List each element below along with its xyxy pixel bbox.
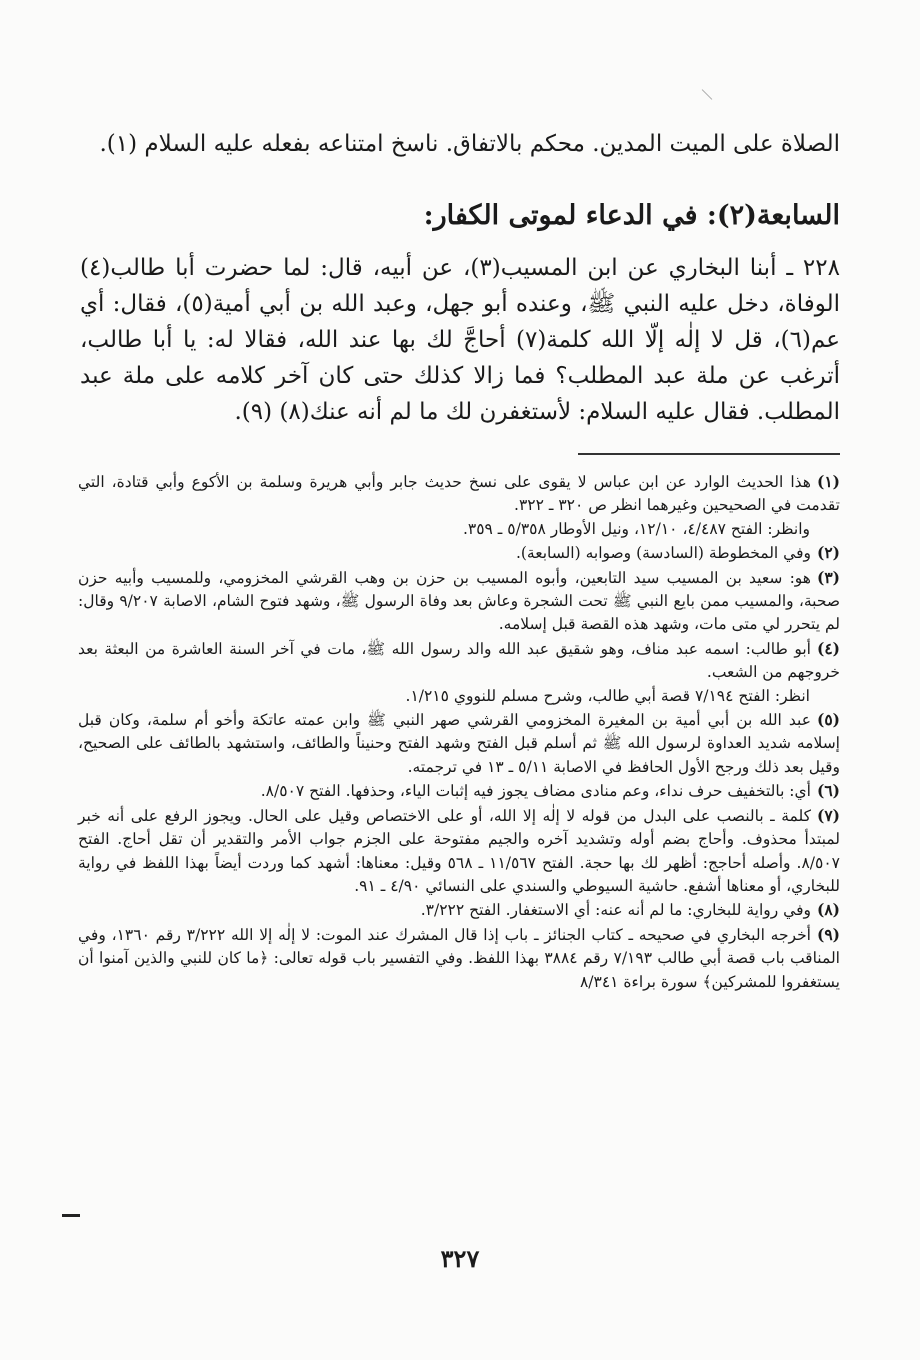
footnote-number: (٥) [816, 710, 840, 730]
footnote-text: كلمة ـ بالنصب على البدل من قوله لا إلٰه إلا الله، أو على الاختصاص وقيل على الحال. ويجوز الرفع على أنه خبر لمبتدأ محذوف. وأحاج بضم أوله وتشديد آخره والجيم مفتوحة على الجزم جواب الأمر والتقدير أن تقل أحاج. الفتح ٨/٥٠٧. وأصله أحاجج: أظهر لك بها حجة. الفتح ١١/٥٦٧ ـ ٥٦٨ وقيل: معناها: أشهد كما وردت أيضاً بهذا اللفظ في رواية للبخاري، أو معناها أشفع. حاشية السيوطي والسندي على النسائي ٤/٩٠ ـ ٩١. [78, 806, 840, 895]
footnote-extra: وانظر: الفتح ٤/٤٨٧، ١٢/١٠، ونيل الأوطار ٥/٣٥٨ ـ ٣٥٩. [462, 519, 810, 538]
footnote-9 [78, 923, 840, 994]
footnotes [78, 470, 840, 994]
footnote-number: (٨) [816, 900, 840, 920]
footnote-3 [78, 566, 840, 637]
footnote-6 [78, 779, 840, 803]
footnote-number: (٩) [816, 924, 840, 944]
footnote-text: أخرجه البخاري في صحيحه ـ كتاب الجنائز ـ باب إذا قال المشرك عند الموت: لا إلٰه إلا الله ٣/٢٢٢ رقم ١٣٦٠، وفي المناقب باب قصة أبي طالب ٧/١٩٣ رقم ٣٨٨٤ بهذا اللفظ. وفي التفسير باب قوله تعالى: ﴿ما كان للنبي والذين آمنوا أن يستغفروا للمشركين﴾ سورة براءة ٨/٣٤١ [78, 925, 840, 991]
footnote-text: هو: سعيد بن المسيب سيد التابعين، وأبوه المسيب بن حزن بن وهب القرشي المخزومي، وللمسيب وأبيه حزن صحبة، والمسيب ممن بايع النبي ﷺ تحت الشجرة وعاش بعد وفاة الرسول ﷺ، وشهد فتوح الشام، الاصابة ٩/٢٠٧ وقال: لم يتحرر لي متى مات، وشهد هذه القصة قبل إسلامه. [78, 568, 841, 634]
footnote-text: وفي رواية للبخاري: ما لم أنه عنه: أي الاستغفار. الفتح ٣/٢٢٢. [420, 901, 811, 920]
footnote-4 [78, 637, 840, 708]
footnote-number: (٦) [816, 781, 840, 801]
top-line-text: الصلاة على الميت المدين. محكم بالاتفاق. ناسخ امتناعه بفعله عليه السلام (١). [99, 131, 840, 157]
footnote-text: أبو طالب: اسمه عبد مناف، وهو شقيق عبد الله والد رسول الله ﷺ، مات في آخر السنة العاشرة من البعثة بعد خروجهم من الشعب. [78, 639, 840, 682]
footnote-text: عبد الله بن أبي أمية بن المغيرة المخزومي القرشي صهر النبي ﷺ وابن عمته عاتكة وأخو أم سلمة، وكان قبل إسلامه شديد العداوة لرسول الله ﷺ ثم أسلم قبل الفتح وشهد الفتح وحنيناً والطائف، واستشهد بالطائف على الصحيح، وقيل بعد ذلك ورجح الأول الحافظ في الاصابة ٥/١١ ـ ١٣ في ترجمته. [78, 711, 840, 776]
footnote-7 [78, 804, 840, 899]
footnote-number: (٢) [816, 543, 840, 563]
footnote-number: (١) [816, 472, 840, 491]
footnote-2 [78, 541, 840, 565]
section-heading: السابعة(٢): في الدعاء لموتى الكفار: [423, 200, 840, 231]
footnote-number: (٤) [816, 638, 840, 658]
footnote-5 [78, 708, 840, 779]
footnote-number: (٣) [816, 567, 840, 587]
footnote-8 [78, 898, 840, 922]
margin-dash [62, 1214, 80, 1217]
hadith-228 [80, 250, 840, 430]
footnote-number: (٧) [816, 805, 840, 825]
footnote-text: هذا الحديث الوارد عن ابن عباس لا يقوى على نسخ حديث جابر وأبي هريرة وسلمة بن الأكوع وأبي قتادة، التي تقدمت في الصحيحين وغيرهما انظر ص ٣٢٠ ـ ٣٢٢. [78, 473, 840, 515]
footnote-extra: انظر: الفتح ٧/١٩٤ قصة أبي طالب، وشرح مسلم للنووي ١/٢١٥. [405, 686, 810, 705]
footnote-separator [578, 453, 840, 455]
footnote-text: وفي المخطوطة (السادسة) وصوابه (السابعة). [515, 544, 811, 563]
page-number: ٣٢٧ [440, 1244, 480, 1273]
scan-mark [702, 89, 713, 100]
footnote-1 [78, 470, 840, 541]
footnote-text: أي: بالتخفيف حرف نداء، وعم منادى مضاف يجوز فيه إثبات الياء، وحذفها. الفتح ٨/٥٠٧. [260, 782, 811, 801]
hadith-text: ٢٢٨ ـ أبنا البخاري عن ابن المسيب(٣)، عن أبيه، قال: لما حضرت أبا طالب(٤) الوفاة، دخل عليه النبي ﷺ، وعنده أبو جهل، وعبد الله بن أبي أمية(٥)، فقال: أي عم(٦)، قل لا إلٰه إلّا الله كلمة(٧) أحاجَّ لك بها عند الله، فقالا له: يا أبا طالب، أترغب عن ملة عبد المطلب؟ فما زالا كذلك حتى كان آخر كلامه على ملة عبد المطلب. فقال عليه السلام: لأستغفرن لك ما لم أنه عنك(٨) (٩). [80, 255, 840, 425]
